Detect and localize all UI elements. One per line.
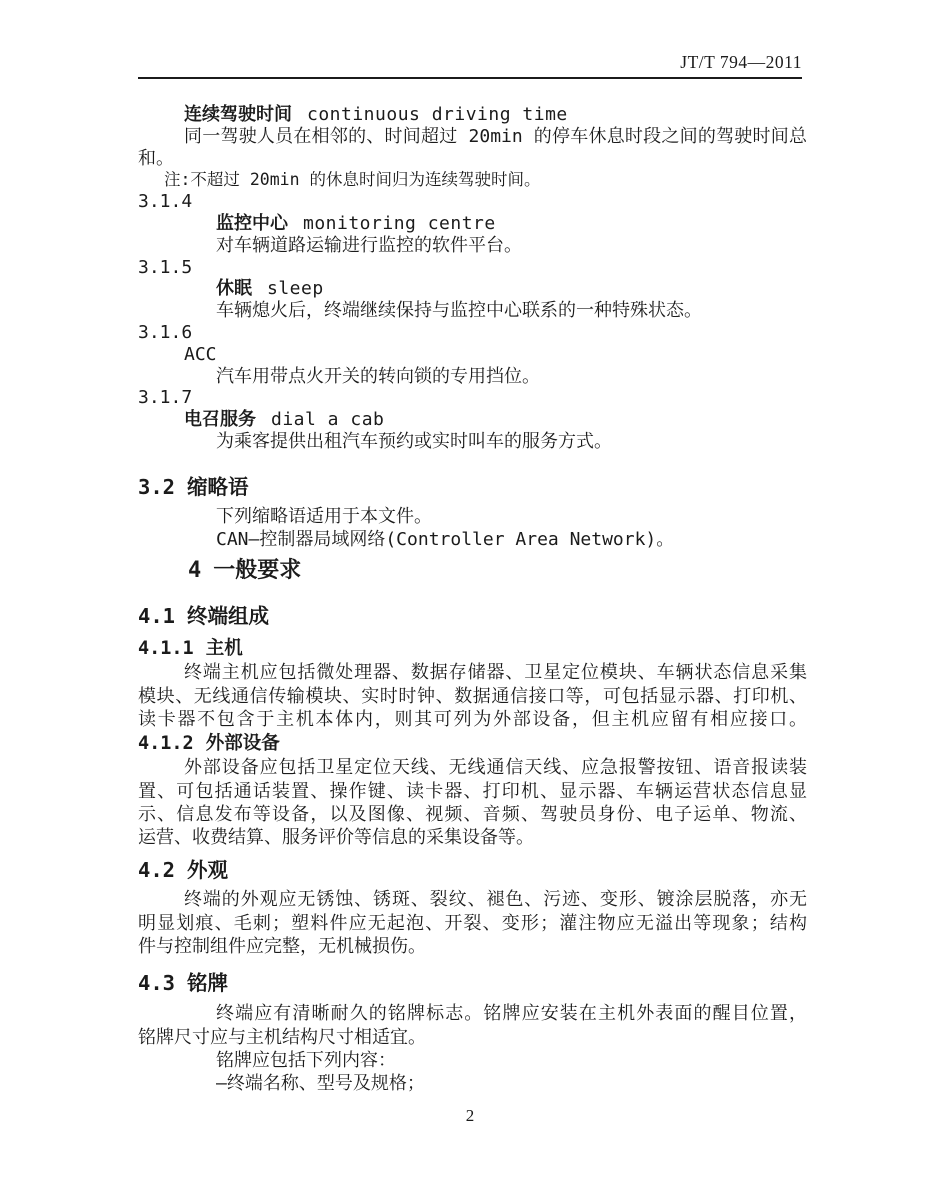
section-heading-4-1-2 [138,731,807,756]
heading-number: 4 [188,558,202,584]
term-definition-line: 为乘客提供出租汽车预约或实时叫车的服务方式。 [216,430,612,452]
term-title-line [138,409,807,431]
term-zh-monitoring: 监控中心 [216,212,288,234]
heading-title: 主机 [205,638,243,660]
list-item-line: —终端名称、型号及规格； [216,1073,425,1095]
paragraph-line: 运营、收费结算、服务评价等信息的采集设备等。 [138,827,534,849]
paragraph-line: 模块、无线通信传输模块、实时时钟、数据通信接口等，可包括显示器、打印机、 [138,685,807,707]
section-heading-4-2 [138,856,807,884]
term-zh-dial: 电召服务 [184,409,256,431]
term-title-line [138,213,807,235]
term-definition-line: 和。 [138,147,174,169]
term-en-monitoring: monitoring centre [303,212,496,234]
section-heading-3-2 [138,473,807,501]
term-title-line [138,344,807,366]
term-title-line [138,278,807,300]
page-number: 2 [465,1106,475,1125]
term-definition-line: 对车辆道路运输进行监控的软件平台。 [216,234,522,256]
term-en-driving: continuous driving time [307,104,568,125]
paragraph-line: 置、可包括通话装置、操作键、读卡器、打印机、显示器、车辆运营状态信息显 [138,780,807,802]
clause-number-3-1-5: 3.1.5 [138,256,193,278]
paragraph-line: 件与控制组件应完整，无机械损伤。 [138,936,426,958]
term-en-dial: dial a cab [271,409,385,431]
heading-title: 外观 [187,858,229,883]
header-rule [138,77,802,79]
clause-number-3-1-6: 3.1.6 [138,321,193,343]
term-zh-driving: 连续驾驶时间 [184,104,292,125]
heading-title: 终端组成 [187,604,270,629]
heading-number: 4.1 [138,604,176,629]
term-note: 注:不超过 20min 的休息时间归为连续驾驶时间。 [164,170,541,190]
heading-title: 缩略语 [187,474,249,499]
list-intro-line: 铭牌应包括下列内容： [216,1049,396,1071]
clause-number-3-1-4: 3.1.4 [138,191,193,213]
doc-code: JT/T 794—2011 [680,52,802,72]
heading-title: 铭牌 [187,971,229,996]
paragraph-line: 外部设备应包括卫星定位天线、无线通信天线、应急报警按钮、语音报读装 [184,757,807,779]
term-zh-sleep: 休眠 [216,278,252,300]
term-definition-line: 同一驾驶人员在相邻的、时间超过 20min 的停车休息时段之间的驾驶时间总 [184,125,807,147]
heading-number: 4.2 [138,858,176,883]
content [138,93,807,1096]
section-heading-4-1-1 [138,636,807,661]
term-definition-line: 车辆熄火后，终端继续保持与监控中心联系的一种特殊状态。 [216,300,702,322]
paragraph-line: 终端应有清晰耐久的铭牌标志。铭牌应安装在主机外表面的醒目位置， [216,1003,807,1025]
abbr-intro-line: 下列缩略语适用于本文件。 [216,505,432,527]
heading-number: 4.1.2 [138,733,194,755]
heading-number: 4.1.1 [138,638,194,660]
heading-number: 4.3 [138,971,176,996]
paragraph-line: 读卡器不包含于主机本体内，则其可列为外部设备，但主机应留有相应接口。 [138,708,807,730]
section-heading-4-1 [138,602,807,630]
term-definition-line: 汽车用带点火开关的转向锁的专用挡位。 [216,365,540,387]
term-title-line [138,104,807,126]
heading-title: 一般要求 [213,558,302,584]
paragraph-line: 明显划痕、毛刺；塑料件应无起泡、开裂、变形；灌注物应无溢出等现象；结构 [138,912,807,934]
section-heading-4-3 [138,969,807,997]
term-en-sleep: sleep [267,278,324,300]
terms-section [138,93,807,453]
paragraph-line: 终端主机应包括微处理器、数据存储器、卫星定位模块、车辆状态信息采集 [184,662,807,684]
paragraph-line: 铭牌尺寸应与主机结构尺寸相适宜。 [138,1026,426,1048]
heading-title: 外部设备 [205,733,280,755]
paragraph-line: 示、信息发布等设备，以及图像、视频、音频、驾驶员身份、电子运单、物流、 [138,803,807,825]
term-zh-acc: ACC [184,343,217,365]
section-heading-4 [138,556,807,586]
clause-number-3-1-7: 3.1.7 [138,387,193,409]
heading-number: 3.2 [138,474,176,499]
abbr-can-line: CAN—控制器局域网络(Controller Area Network)。 [216,529,675,551]
paragraph-line: 终端的外观应无锈蚀、锈斑、裂纹、褪色、污迹、变形、镀涂层脱落，亦无 [184,889,807,911]
